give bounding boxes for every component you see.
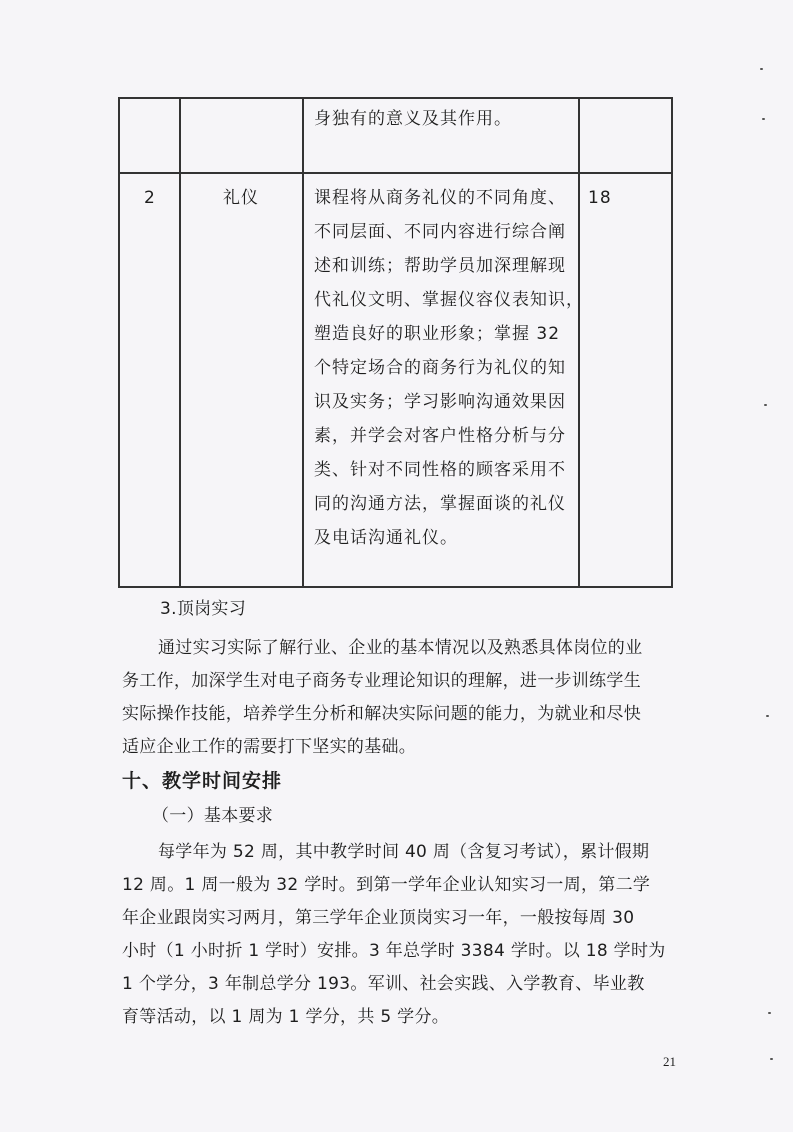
scan-speck: [768, 1012, 771, 1014]
row2-name-cell: 礼仪: [223, 188, 259, 208]
paragraph-line: 1 个学分，3 年制总学分 193。军训、社会实践、入学教育、毕业教: [122, 974, 645, 994]
description-line: 识及实务；学习影响沟通效果因: [314, 392, 566, 412]
table-border-bottom: [118, 586, 672, 588]
description-line: 类、针对不同性格的顾客采用不: [314, 460, 566, 480]
paragraph-line: 务工作，加深学生对电子商务专业理论知识的理解，进一步训练学生: [122, 671, 641, 691]
paragraph-line: 12 周。1 周一般为 32 学时。到第一学年企业认知实习一周，第二学: [122, 875, 651, 895]
description-line: 课程将从商务礼仪的不同角度、: [314, 188, 566, 208]
description-line: 代礼仪文明、掌握仪容仪表知识，: [314, 290, 584, 310]
table-border-top: [118, 97, 672, 99]
section3-title: 3.顶岗实习: [160, 599, 247, 619]
paragraph-line: 通过实习实际了解行业、企业的基本情况以及熟悉具体岗位的业: [158, 638, 643, 658]
page-number: 21: [663, 1054, 676, 1069]
paragraph-line: 适应企业工作的需要打下坚实的基础。: [122, 737, 417, 757]
scan-speck: [770, 1058, 773, 1060]
description-line: 个特定场合的商务行为礼仪的知: [314, 358, 566, 378]
table-col-divider-1: [179, 97, 181, 588]
continuation-description-cell: [314, 102, 512, 136]
description-line: 述和训练；帮助学员加深理解现: [314, 256, 566, 276]
row2-hours-cell: 18: [588, 188, 612, 208]
table-col-divider-2: [302, 97, 304, 588]
description-line: 同的沟通方法，掌握面谈的礼仪: [314, 494, 566, 514]
table-row-divider: [118, 172, 672, 174]
row2-number-cell: 2: [144, 188, 156, 208]
scan-speck: [766, 715, 769, 717]
paragraph-line: 小时（1 小时折 1 学时）安排。3 年总学时 3384 学时。以 18 学时为: [122, 941, 666, 961]
paragraph-line: 育等活动，以 1 周为 1 学分，共 5 学分。: [122, 1007, 450, 1027]
row2-description-cell: [314, 181, 584, 555]
scan-speck: [760, 68, 763, 70]
subsection-heading: （一）基本要求: [152, 806, 274, 826]
description-line: 塑造良好的职业形象；掌握 32: [314, 324, 561, 344]
paragraph-line: 每学年为 52 周，其中教学时间 40 周（含复习考试），累计假期: [158, 842, 650, 862]
table-border-right: [671, 97, 673, 588]
table-border-left: [118, 97, 120, 588]
chapter-heading: 十、教学时间安排: [122, 770, 283, 792]
description-line: 素，并学会对客户性格分析与分: [314, 426, 566, 446]
paragraph-line: 实际操作技能，培养学生分析和解决实际问题的能力，为就业和尽快: [122, 704, 641, 724]
scan-speck: [764, 404, 767, 406]
description-line: 身独有的意义及其作用。: [314, 109, 512, 129]
paragraph-line: 年企业跟岗实习两月，第三学年企业顶岗实习一年，一般按每周 30: [122, 908, 635, 928]
scan-speck: [762, 118, 765, 120]
description-line: 不同层面、不同内容进行综合阐: [314, 222, 566, 242]
description-line: 及电话沟通礼仪。: [314, 528, 458, 548]
